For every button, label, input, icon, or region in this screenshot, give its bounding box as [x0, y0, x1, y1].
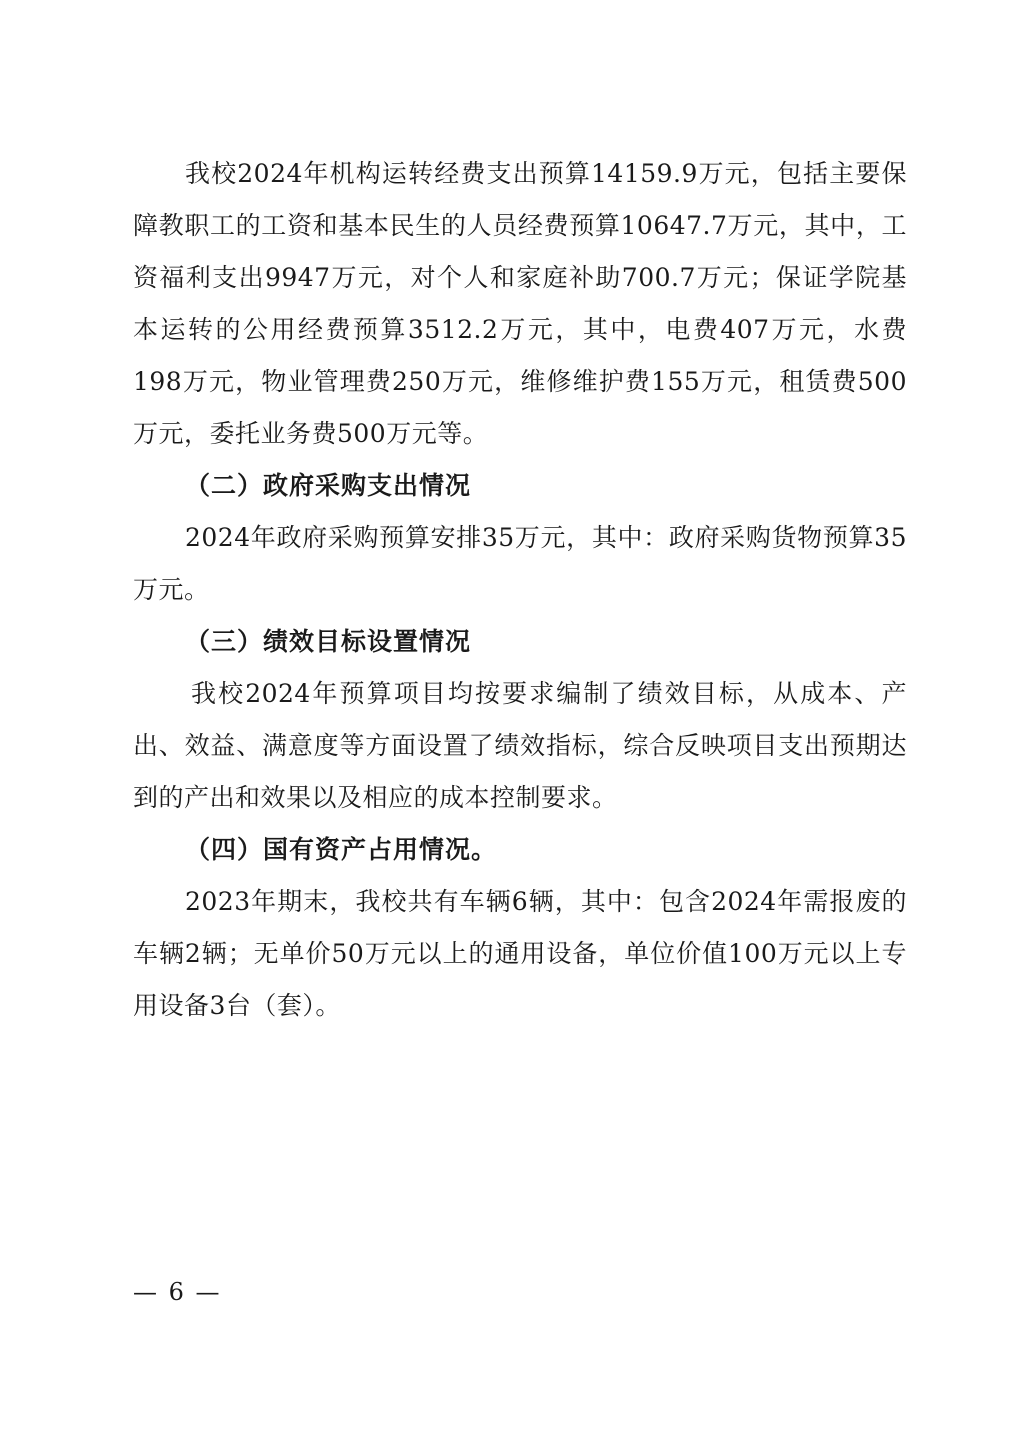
page-number: — 6 — [133, 1278, 222, 1306]
paragraph-performance-targets: 我校2024年预算项目均按要求编制了绩效目标，从成本、产出、效益、满意度等方面设置了绩效指标，综合反映项目支出预期达到的产出和效果以及相应的成本控制要求。 [133, 679, 907, 812]
paragraph-operating-budget: 我校2024年机构运转经费支出预算14159.9万元，包括主要保障教职工的工资和基本民生的人员经费预算10647.7万元，其中，工资福利支出9947万元，对个人和家庭补助700.7万元；保证学院基本运转的公用经费预算3512.2万元，其中，电费407万元，水费198万元，物业管理费250万元，维修维护费155万元，租赁费500万元，委托业务费500万元等。 [133, 159, 907, 448]
paragraph-state-assets: 2023年期末，我校共有车辆6辆，其中：包含2024年需报废的车辆2辆；无单价50万元以上的通用设备，单位价值100万元以上专用设备3台（套）。 [133, 887, 907, 1020]
heading-state-assets: （四）国有资产占用情况。 [185, 835, 498, 864]
heading-government-procurement: （二）政府采购支出情况 [185, 471, 472, 500]
heading-performance-targets: （三）绩效目标设置情况 [185, 627, 472, 656]
document-body [133, 148, 907, 1032]
paragraph-government-procurement: 2024年政府采购预算安排35万元，其中：政府采购货物预算35万元。 [133, 523, 907, 604]
